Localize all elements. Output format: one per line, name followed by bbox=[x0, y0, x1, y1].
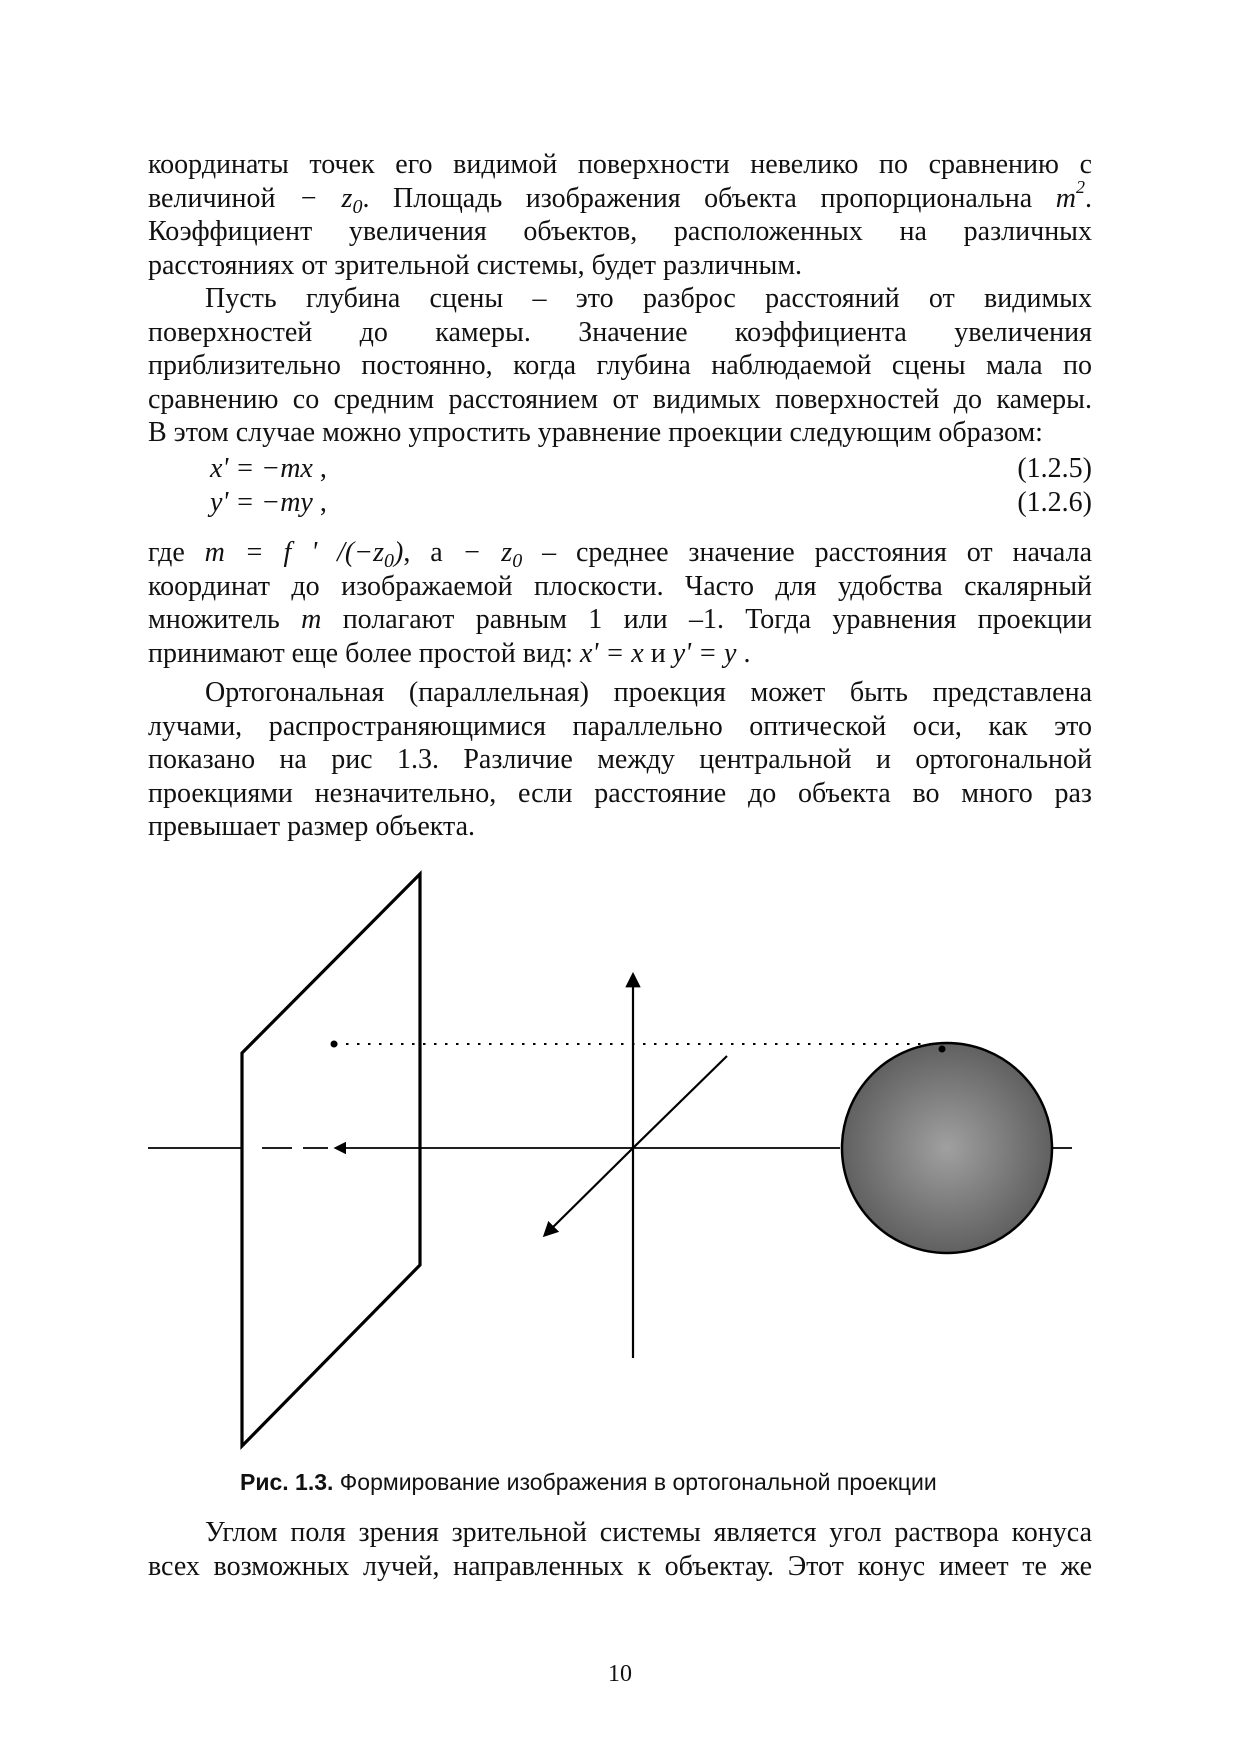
depth-axis-arrow bbox=[545, 1148, 633, 1235]
text-fragment: и bbox=[643, 637, 673, 669]
equation-tail: , bbox=[312, 453, 327, 484]
math-subscript: 0 bbox=[383, 550, 394, 572]
equation-body bbox=[210, 452, 327, 486]
equation-number: (1.2.6) bbox=[1017, 487, 1092, 518]
paragraph-1 bbox=[148, 148, 1092, 282]
text-fragment: . bbox=[1085, 182, 1093, 214]
math-m: m bbox=[1055, 182, 1077, 214]
math-minus-z bbox=[462, 537, 523, 572]
orthographic-projection-figure bbox=[148, 868, 1092, 1458]
equation-1-2-5 bbox=[148, 452, 1092, 486]
paragraph-3-line-3 bbox=[148, 603, 1092, 637]
text-fragment: принимают еще более простой вид: bbox=[148, 637, 580, 669]
paragraph-3-line-4 bbox=[148, 637, 1092, 671]
equations bbox=[148, 452, 1092, 520]
text-fragment: . bbox=[736, 637, 751, 669]
math-m-definition-text: m = f ' /(−z bbox=[204, 537, 384, 568]
math-x-equation: x' = x bbox=[580, 637, 644, 669]
paragraph-1-line-2 bbox=[148, 176, 1093, 218]
paragraph-2-line-3: приблизительно постоянно, когда глубина наблюдаемой сцены мала по bbox=[148, 350, 1092, 381]
equation-number: (1.2.5) bbox=[1017, 453, 1092, 484]
paragraph-5-line-2: всех возможных лучей, направленных к объектау. Этот конус имеет те же bbox=[148, 1550, 1092, 1582]
equation-tail: , bbox=[312, 487, 327, 518]
math-minus-z-text: − z bbox=[299, 182, 353, 214]
math-close-paren: ) bbox=[393, 537, 404, 568]
depth-axis-upper bbox=[633, 1056, 727, 1148]
paragraph-4-line-2: лучами, распространяющимися параллельно оптической оси, как это bbox=[148, 710, 1092, 742]
math-superscript: 2 bbox=[1076, 176, 1086, 197]
text-fragment: множитель bbox=[148, 604, 302, 635]
paragraph-4 bbox=[148, 676, 1092, 844]
math-y-equation: y' = y bbox=[672, 637, 737, 669]
paragraph-2-line-1: Пусть глубина сцены – это разброс расстояний от видимых bbox=[205, 283, 1092, 314]
paragraph-2-line-5: В этом случае можно упростить уравнение проекции следующим образом: bbox=[148, 417, 1043, 448]
paragraph-5 bbox=[148, 1516, 1092, 1583]
text-fragment: , а bbox=[403, 537, 463, 568]
math-m-squared bbox=[1055, 176, 1086, 214]
text-fragment: . Площадь изображения объекта пропорциональна bbox=[362, 182, 1056, 214]
paragraph-4-line-4: проекциями незначительно, если расстояние до объекта во много раз bbox=[148, 777, 1092, 809]
paragraph-4-line-1: Ортогональная (параллельная) проекция может быть представлена bbox=[205, 677, 1092, 708]
paragraph-4-line-3: показано на рис 1.3. Различие между центральной и ортогональной bbox=[148, 744, 1092, 775]
paragraph-2-line-4: сравнению со средним расстоянием от видимых поверхностей до камеры. bbox=[148, 383, 1092, 415]
paragraph-1-line-4: расстояниях от зрительной системы, будет различным. bbox=[148, 249, 803, 281]
math-m: m bbox=[301, 604, 322, 635]
equation-lhs: y' = −my bbox=[210, 487, 313, 518]
paragraph-3 bbox=[148, 536, 1092, 670]
figure-caption bbox=[240, 1468, 1040, 1496]
object-surface-point bbox=[939, 1046, 946, 1053]
sphere-object bbox=[842, 1043, 1052, 1253]
math-minus-z bbox=[299, 182, 363, 218]
figure-caption-text: Формирование изображения в ортогональной проекции bbox=[333, 1469, 937, 1495]
projected-point bbox=[331, 1041, 338, 1048]
math-m-definition bbox=[204, 537, 404, 572]
equation-lhs: x' = −mx bbox=[210, 453, 313, 484]
paragraph-1-line-1: координаты точек его видимой поверхности невелико по сравнению с bbox=[148, 149, 1092, 180]
paragraph-2 bbox=[148, 282, 1092, 450]
math-subscript: 0 bbox=[352, 195, 363, 218]
figure-caption-label: Рис. 1.3. bbox=[240, 1469, 334, 1495]
text-fragment: где bbox=[148, 537, 205, 568]
text-fragment: – среднее значение расстояния от начала bbox=[522, 537, 1093, 568]
text-fragment: полагают равным 1 или –1. Тогда уравнения проекции bbox=[321, 604, 1092, 635]
paragraph-3-line-1 bbox=[148, 536, 1092, 570]
math-minus-z-text: − z bbox=[462, 537, 513, 568]
paragraph-1-line-3: Коэффициент увеличения объектов, расположенных на различных bbox=[148, 216, 1092, 247]
image-plane bbox=[242, 874, 420, 1446]
paragraph-2-line-2: поверхностей до камеры. Значение коэффициента увеличения bbox=[148, 316, 1092, 348]
math-subscript: 0 bbox=[512, 550, 523, 572]
paragraph-5-line-1: Углом поля зрения зрительной системы является угол раствора конуса bbox=[205, 1517, 1092, 1548]
paragraph-3-line-2: координат до изображаемой плоскости. Часто для удобства скалярный bbox=[148, 570, 1092, 602]
equation-1-2-6 bbox=[148, 486, 1092, 520]
page-number: 10 bbox=[608, 1661, 632, 1687]
text-fragment: величиной bbox=[148, 182, 300, 214]
equation-body bbox=[210, 486, 327, 520]
paragraph-4-line-5: превышает размер объекта. bbox=[148, 811, 476, 842]
